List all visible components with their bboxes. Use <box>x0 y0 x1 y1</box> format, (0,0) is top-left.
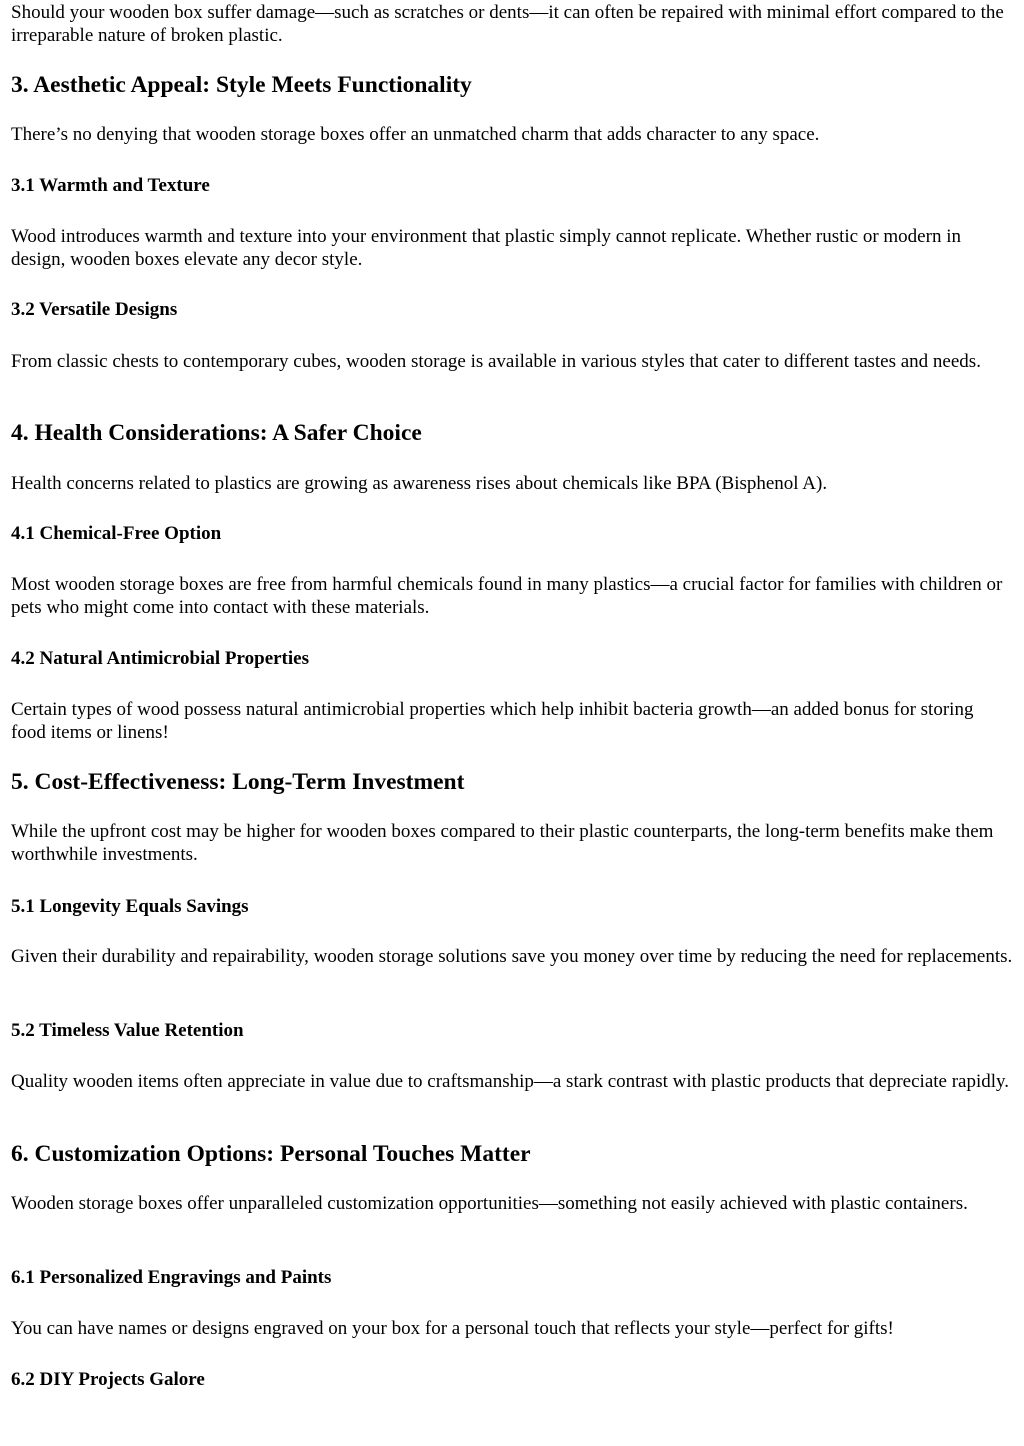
section-3-1-paragraph: Wood introduces warmth and texture into your environment that plastic simply cannot replicate. Whether rustic or modern in design, wooden boxes elevate any decor style. <box>11 226 961 270</box>
section-3-1-heading: 3.1 Warmth and Texture <box>11 175 210 196</box>
section-3-2-paragraph: From classic chests to contemporary cubes, wooden storage is available in various styles that cater to different tastes and needs. <box>11 351 981 372</box>
section-5-2-heading: 5.2 Timeless Value Retention <box>11 1020 244 1041</box>
section-5-paragraph: While the upfront cost may be higher for wooden boxes compared to their plastic counterparts, the long-term benefits make them worthwhile investments. <box>11 821 994 865</box>
section-4-2-heading: 4.2 Natural Antimicrobial Properties <box>11 648 309 669</box>
section-6-2-heading: 6.2 DIY Projects Galore <box>11 1369 205 1390</box>
section-6-paragraph: Wooden storage boxes offer unparalleled customization opportunities—something not easily achieved with plastic containers. <box>11 1193 968 1214</box>
section-5-1-heading: 5.1 Longevity Equals Savings <box>11 896 249 917</box>
section-4-2-paragraph: Certain types of wood possess natural antimicrobial properties which help inhibit bacteria growth—an added bonus for storing food items or linens! <box>11 699 974 743</box>
section-6-1-heading: 6.1 Personalized Engravings and Paints <box>11 1267 332 1288</box>
section-5-1-paragraph: Given their durability and repairability, wooden storage solutions save you money over time by reducing the need for replacements. <box>11 946 1013 967</box>
section-4-1-paragraph: Most wooden storage boxes are free from harmful chemicals found in many plastics—a crucial factor for families with children or pets who might come into contact with these materials. <box>11 574 1003 618</box>
section-5-2-paragraph: Quality wooden items often appreciate in value due to craftsmanship—a stark contrast with plastic products that depreciate rapidly. <box>11 1071 1010 1092</box>
section-5-heading: 5. Cost-Effectiveness: Long-Term Investment <box>11 769 465 795</box>
section-6-1-paragraph: You can have names or designs engraved on your box for a personal touch that reflects your style—perfect for gifts! <box>11 1318 894 1339</box>
section-3-2-heading: 3.2 Versatile Designs <box>11 299 178 320</box>
section-4-paragraph: Health concerns related to plastics are growing as awareness rises about chemicals like BPA (Bisphenol A). <box>11 473 828 494</box>
section-3-paragraph: There’s no denying that wooden storage boxes offer an unmatched charm that adds character to any space. <box>11 124 820 145</box>
section-4-heading: 4. Health Considerations: A Safer Choice <box>11 420 422 446</box>
section-3-heading: 3. Aesthetic Appeal: Style Meets Functionality <box>11 72 472 98</box>
section-4-1-heading: 4.1 Chemical-Free Option <box>11 523 222 544</box>
intro-paragraph: Should your wooden box suffer damage—such as scratches or dents—it can often be repaired with minimal effort compared to the irreparable nature of broken plastic. <box>11 2 1004 46</box>
section-6-heading: 6. Customization Options: Personal Touches Matter <box>11 1141 531 1167</box>
